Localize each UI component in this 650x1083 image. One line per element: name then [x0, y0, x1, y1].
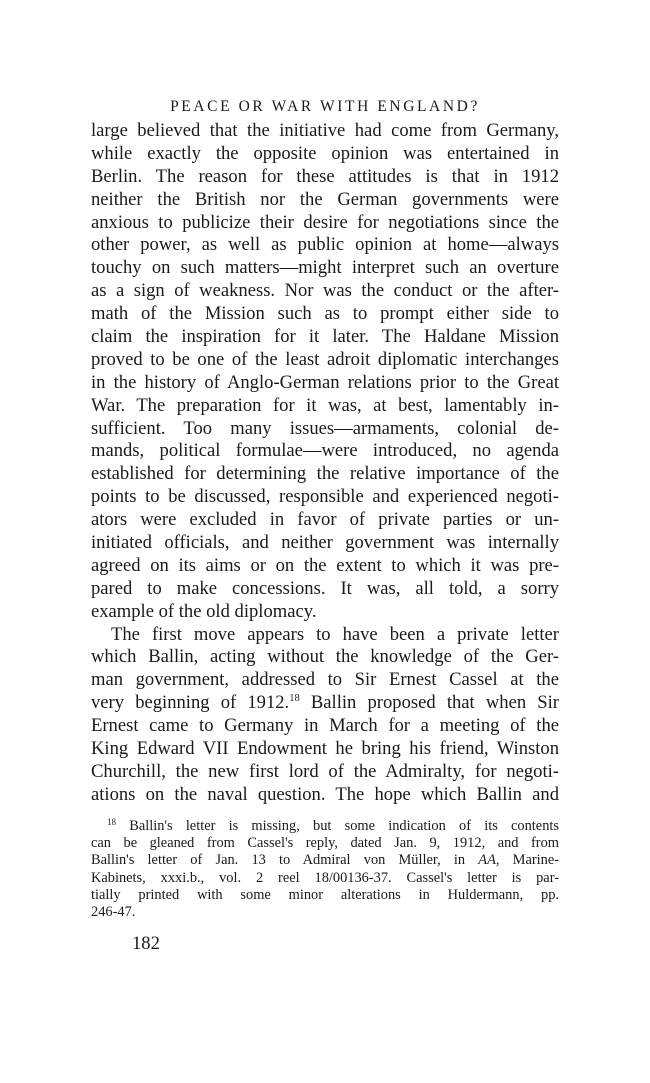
footnote-mark: 18 — [107, 816, 116, 827]
text-line: neither the British nor the German governments were — [91, 188, 559, 210]
paragraph-2 — [91, 624, 559, 807]
footnote — [91, 818, 559, 922]
text-line: sufficient. Too many issues—armaments, colonial de- — [91, 417, 559, 439]
footnote-line — [91, 852, 559, 869]
running-head: PEACE OR WAR WITH ENGLAND? — [170, 98, 480, 115]
text-line: which Ballin, acting without the knowledge of the Ger- — [91, 646, 559, 668]
text-line: proved to be one of the least adroit diplomatic interchanges — [91, 348, 559, 370]
text-line: claim the inspiration for it later. The Haldane Mission — [91, 326, 559, 348]
page-number: 182 — [132, 932, 160, 954]
text-line: mands, political formulae—were introduced, no agenda — [91, 440, 559, 462]
text-line: anxious to publicize their desire for negotiations since the — [91, 211, 559, 233]
text-line: agreed on its aims or on the extent to which it was pre- — [91, 554, 559, 576]
text-fragment: Ballin proposed that when Sir — [299, 692, 559, 714]
text-fragment: Ballin's letter of Jan. 13 to Admiral von Müller, in — [91, 852, 479, 869]
footnote-line: can be gleaned from Cassel's reply, dated Jan. 9, 1912, and from — [91, 835, 559, 852]
text-line: points to be discussed, responsible and experienced negoti- — [91, 486, 559, 508]
book-page — [91, 96, 559, 956]
text-fragment: Marine- — [499, 852, 560, 869]
text-line: example of the old diplomacy. — [91, 600, 317, 622]
text-fragment: very beginning of 1912. — [91, 692, 290, 714]
text-line: Ernest came to Germany in March for a meeting of the — [91, 715, 559, 737]
text-fragment-italic: AA, — [478, 852, 500, 869]
text-line: man government, addressed to Sir Ernest Cassel at the — [91, 669, 559, 691]
text-fragment: Ballin's letter is missing, but some indication of its contents — [116, 817, 559, 834]
text-line: large believed that the initiative had come from Germany, — [91, 120, 559, 141]
footnote-line: 246-47. — [91, 904, 136, 921]
text-line: in the history of Anglo-German relations prior to the Great — [91, 371, 559, 393]
text-line — [91, 692, 559, 715]
text-line: pared to make concessions. It was, all told, a sorry — [91, 577, 559, 599]
text-line: touchy on such matters—might interpret such an overture — [91, 257, 559, 279]
text-line: as a sign of weakness. Nor was the conduct or the after- — [91, 280, 559, 302]
text-line: ations on the naval question. The hope which Ballin and — [91, 783, 559, 805]
paragraph-1 — [91, 120, 559, 624]
text-line: other power, as well as public opinion at home—always — [91, 234, 559, 256]
text-line: The first move appears to have been a private letter — [111, 623, 559, 645]
footnote-line: Kabinets, xxxi.b., vol. 2 reel 18/00136-37. Cassel's letter is par- — [91, 869, 559, 886]
text-line: Churchill, the new first lord of the Admiralty, for negoti- — [91, 760, 559, 782]
footnote-line: tially printed with some minor alterations in Huldermann, pp. — [91, 886, 559, 903]
text-line: War. The preparation for it was, at best, lamentably in- — [91, 394, 559, 416]
text-line: ators were excluded in favor of private parties or un- — [91, 509, 559, 531]
text-line: while exactly the opposite opinion was entertained in — [91, 142, 559, 164]
text-line: King Edward VII Endowment he bring his friend, Winston — [91, 738, 559, 760]
text-line: established for determining the relative importance of the — [91, 463, 559, 485]
text-line: math of the Mission such as to prompt either side to — [91, 303, 559, 325]
text-line: Berlin. The reason for these attitudes is that in 1912 — [91, 165, 559, 187]
footnote-reference: 18 — [289, 693, 300, 705]
text-line: initiated officials, and neither government was internally — [91, 532, 559, 554]
footnote-line — [91, 818, 559, 835]
